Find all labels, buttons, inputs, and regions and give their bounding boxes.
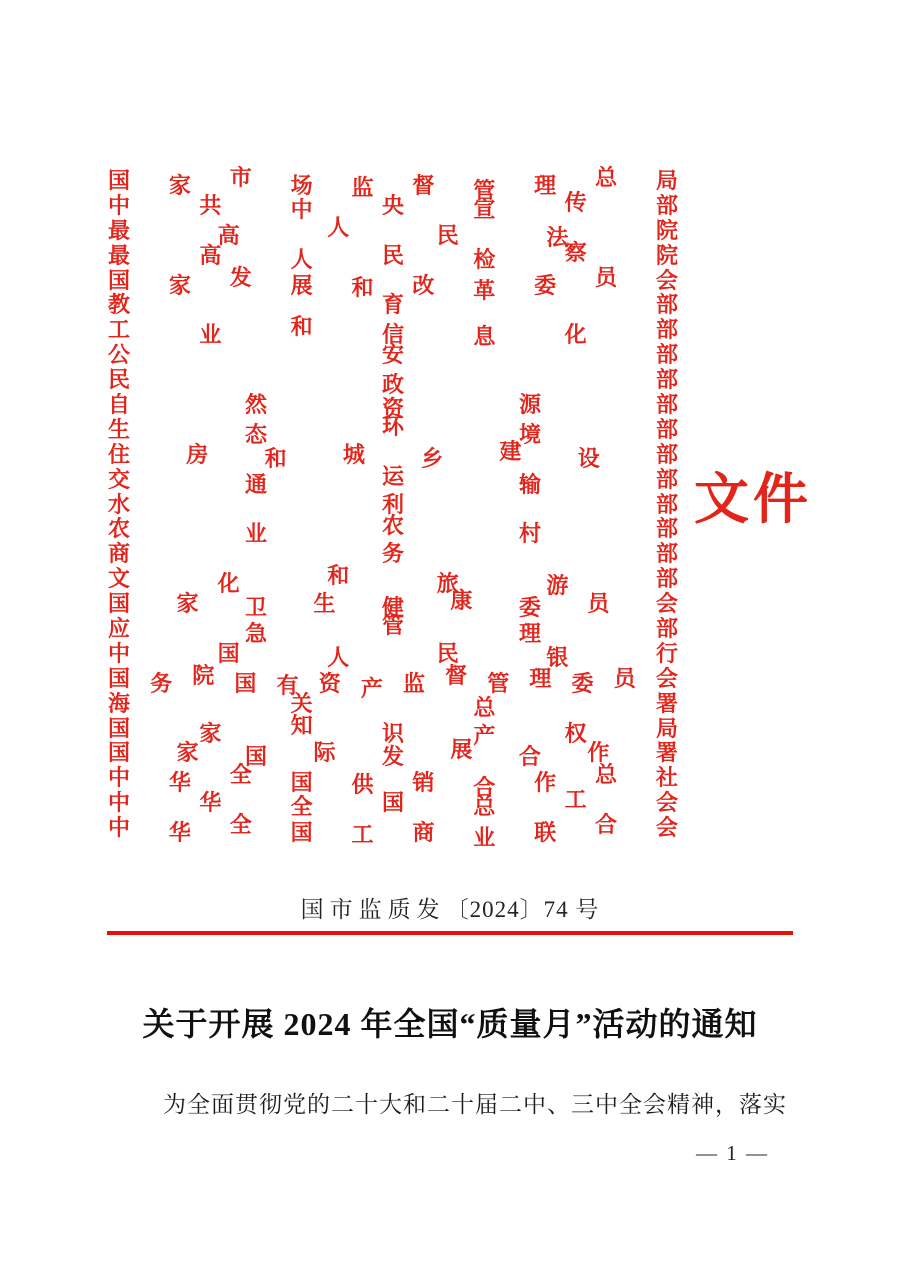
agency-char: 国 xyxy=(290,820,313,846)
agency-char: 和 xyxy=(264,445,287,471)
agency-char: 署 xyxy=(655,690,678,716)
agency-row xyxy=(108,563,678,599)
agency-char: 法 xyxy=(546,224,569,250)
agency-char: 部 xyxy=(655,466,678,492)
agency-char: 输 xyxy=(518,471,541,497)
agency-row xyxy=(108,712,678,748)
agency-char: 游 xyxy=(546,573,569,599)
agency-char: 通 xyxy=(244,471,267,497)
agency-char: 部 xyxy=(655,566,678,592)
agency-char: 民 xyxy=(381,242,404,268)
agency-char: 发 xyxy=(381,744,404,770)
agency-char: 部 xyxy=(655,292,678,318)
agency-char: 教 xyxy=(108,292,131,318)
agency-char: 中 xyxy=(108,640,131,666)
red-divider-line xyxy=(107,931,793,935)
agency-char: 关 xyxy=(290,690,313,716)
agency-char: 局 xyxy=(655,168,678,193)
agency-char: 部 xyxy=(655,367,678,393)
agency-char: 监 xyxy=(351,175,374,200)
agency-char: 中 xyxy=(290,196,313,222)
agency-char: 委 xyxy=(534,272,557,298)
agency-char: 有 xyxy=(276,672,299,698)
agency-char: 权 xyxy=(564,720,587,746)
agency-char: 理 xyxy=(529,665,552,691)
agency-char: 化 xyxy=(564,322,587,348)
agency-char: 部 xyxy=(655,416,678,442)
agency-char: 会 xyxy=(655,267,678,293)
agency-char: 全 xyxy=(229,812,252,838)
agency-row xyxy=(108,239,678,272)
agency-char: 急 xyxy=(244,621,267,647)
agency-char: 家 xyxy=(176,740,199,766)
agency-char: 农 xyxy=(381,513,404,539)
agency-char: 城 xyxy=(342,441,365,467)
agency-char: 业 xyxy=(199,322,222,348)
agency-char: 识 xyxy=(381,720,404,746)
agency-char: 会 xyxy=(655,665,678,691)
agency-char: 交 xyxy=(108,466,131,492)
agency-char: 国 xyxy=(108,715,131,741)
agency-char: 共 xyxy=(199,192,222,218)
agency-char: 健 xyxy=(381,595,404,621)
agency-char: 育 xyxy=(381,292,404,318)
agency-char: 华 xyxy=(168,770,191,796)
agency-char: 海 xyxy=(108,690,131,716)
agency-char: 际 xyxy=(313,740,336,766)
agency-char: 总 xyxy=(473,694,496,720)
agency-char: 展 xyxy=(290,272,313,298)
agency-char: 生 xyxy=(108,416,131,442)
agency-char: 华 xyxy=(199,790,222,816)
agency-char: 高 xyxy=(217,222,240,248)
agency-row xyxy=(108,613,678,647)
agency-row xyxy=(108,294,678,319)
agency-row xyxy=(108,737,678,770)
agency-char: 会 xyxy=(655,815,678,841)
body-paragraph: 为全面贯彻党的二十大和二十届二中、三中全会精神，落实 xyxy=(163,1092,787,1117)
agency-char: 家 xyxy=(168,173,191,198)
agency-char: 华 xyxy=(168,820,191,846)
agency-char: 水 xyxy=(108,491,131,517)
agency-char: 社 xyxy=(655,765,678,791)
agency-char: 银 xyxy=(546,644,569,670)
agency-char: 改 xyxy=(412,272,435,298)
agency-char: 全 xyxy=(229,762,252,788)
agency-row xyxy=(108,662,678,701)
document-title: 关于开展 2024 年全国“质量月”活动的通知 xyxy=(142,1006,758,1042)
agency-char: 商 xyxy=(108,541,131,567)
agency-char: 合 xyxy=(473,775,496,801)
agency-char: 然 xyxy=(244,392,267,418)
agency-char: 政 xyxy=(381,372,404,398)
agency-char: 中 xyxy=(108,192,131,218)
agency-char: 利 xyxy=(381,491,404,517)
agency-char: 国 xyxy=(381,790,404,816)
agency-char: 产 xyxy=(473,722,496,748)
agency-char: 运 xyxy=(381,463,404,489)
agency-char: 业 xyxy=(244,521,267,547)
agency-char: 国 xyxy=(108,665,131,691)
agency-char: 委 xyxy=(571,670,594,696)
agency-char: 生 xyxy=(313,591,336,617)
agency-char: 商 xyxy=(412,820,435,846)
agency-char: 中 xyxy=(108,790,131,816)
agency-char: 民 xyxy=(436,222,459,248)
agency-row xyxy=(108,165,678,203)
agency-char: 行 xyxy=(655,640,678,666)
document-number-suffix: 〔2024〕74 号 xyxy=(445,897,600,922)
agency-char: 管 xyxy=(473,178,496,203)
agency-char: 督 xyxy=(412,173,435,198)
agency-char: 设 xyxy=(577,445,600,471)
document-number xyxy=(0,891,900,924)
agency-row xyxy=(108,787,678,820)
agency-char: 国 xyxy=(244,744,267,770)
agency-char: 理 xyxy=(518,621,541,647)
agency-char: 会 xyxy=(655,790,678,816)
agency-char: 部 xyxy=(655,616,678,642)
agency-char: 全 xyxy=(290,794,313,820)
agency-char: 康 xyxy=(450,588,473,614)
agency-char: 高 xyxy=(199,242,222,268)
agency-char: 部 xyxy=(655,392,678,418)
agency-char: 部 xyxy=(655,491,678,517)
agency-char: 宣 xyxy=(473,196,496,222)
agency-row xyxy=(108,543,678,568)
agency-char: 务 xyxy=(150,670,173,696)
agency-char: 察 xyxy=(564,239,587,265)
document-type-label: 文件 xyxy=(694,469,813,530)
agency-char: 院 xyxy=(192,662,215,688)
agency-char: 人 xyxy=(327,644,350,670)
agency-char: 资 xyxy=(381,396,404,422)
document-number-prefix: 国市监质发 xyxy=(300,897,446,922)
agency-char: 国 xyxy=(234,670,257,696)
agency-row xyxy=(108,189,678,222)
agency-char: 民 xyxy=(108,367,131,393)
agency-char: 工 xyxy=(351,822,374,848)
agency-char: 署 xyxy=(655,740,678,766)
issuing-agencies-block xyxy=(108,165,678,851)
agency-row xyxy=(108,367,678,398)
agency-char: 安 xyxy=(381,342,404,368)
agency-char: 环 xyxy=(381,413,404,439)
agency-char: 院 xyxy=(655,217,678,243)
agency-char: 理 xyxy=(534,173,557,198)
agency-char: 息 xyxy=(473,324,496,350)
agency-char: 市 xyxy=(229,165,252,190)
agency-char: 会 xyxy=(655,591,678,617)
agency-char: 国 xyxy=(108,591,131,617)
agency-char: 场 xyxy=(290,173,313,198)
agency-char: 合 xyxy=(518,744,541,770)
agency-char: 作 xyxy=(534,770,557,796)
agency-char: 员 xyxy=(595,264,618,290)
agency-char: 家 xyxy=(168,272,191,298)
agency-char: 态 xyxy=(244,421,267,447)
agency-char: 工 xyxy=(564,787,587,813)
agency-char: 局 xyxy=(655,715,678,741)
agency-char: 房 xyxy=(186,441,209,467)
agency-row xyxy=(108,264,678,303)
agency-char: 国 xyxy=(108,168,131,193)
agency-char: 国 xyxy=(217,640,240,666)
agency-row xyxy=(108,513,678,547)
agency-char: 人 xyxy=(327,214,350,240)
agency-char: 和 xyxy=(290,314,313,340)
agency-char: 总 xyxy=(595,165,618,190)
agency-char: 销 xyxy=(412,770,435,796)
agency-char: 央 xyxy=(381,192,404,218)
agency-char: 化 xyxy=(217,571,240,597)
agency-char: 委 xyxy=(518,595,541,621)
agency-char: 总 xyxy=(595,762,618,788)
agency-char: 资 xyxy=(318,670,341,696)
agency-char: 革 xyxy=(473,277,496,303)
agency-char: 乡 xyxy=(421,445,444,471)
agency-char: 知 xyxy=(290,712,313,738)
agency-row xyxy=(108,344,678,369)
agency-char: 务 xyxy=(381,541,404,567)
agency-char: 中 xyxy=(108,815,131,841)
agency-char: 部 xyxy=(655,342,678,368)
agency-char: 村 xyxy=(518,521,541,547)
agency-char: 应 xyxy=(108,616,131,642)
agency-row xyxy=(108,314,678,350)
agency-char: 部 xyxy=(655,541,678,567)
agency-char: 作 xyxy=(587,740,610,766)
agency-char: 农 xyxy=(108,516,131,542)
agency-char: 国 xyxy=(290,770,313,796)
agency-char: 部 xyxy=(655,192,678,218)
agency-row xyxy=(108,214,678,250)
agency-char: 境 xyxy=(518,421,541,447)
agency-char: 自 xyxy=(108,392,131,418)
agency-char: 信 xyxy=(381,322,404,348)
agency-char: 旅 xyxy=(436,571,459,597)
agency-char: 产 xyxy=(360,675,383,701)
agency-char: 总 xyxy=(473,794,496,820)
agency-char: 源 xyxy=(518,392,541,418)
agency-char: 督 xyxy=(445,662,468,688)
agency-row xyxy=(108,413,678,447)
agency-char: 联 xyxy=(534,820,557,846)
agency-char: 业 xyxy=(473,825,496,851)
agency-char: 员 xyxy=(613,665,636,691)
agency-char: 文 xyxy=(108,566,131,592)
agency-char: 员 xyxy=(587,591,610,617)
agency-char: 家 xyxy=(199,720,222,746)
agency-char: 最 xyxy=(108,242,131,268)
agency-char: 公 xyxy=(108,342,131,368)
agency-char: 供 xyxy=(351,772,374,798)
agency-char: 家 xyxy=(176,591,199,617)
agency-char: 部 xyxy=(655,516,678,542)
agency-char: 检 xyxy=(473,246,496,272)
agency-char: 人 xyxy=(290,246,313,272)
agency-char: 卫 xyxy=(244,595,267,621)
agency-char: 工 xyxy=(108,317,131,343)
agency-char: 监 xyxy=(402,670,425,696)
agency-char: 民 xyxy=(436,640,459,666)
agency-char: 最 xyxy=(108,217,131,243)
agency-char: 管 xyxy=(487,670,510,696)
agency-char: 合 xyxy=(595,812,618,838)
agency-char: 中 xyxy=(108,765,131,791)
agency-char: 展 xyxy=(450,737,473,763)
agency-char: 发 xyxy=(229,264,252,290)
agency-char: 国 xyxy=(108,740,131,766)
agency-char: 和 xyxy=(351,274,374,300)
agency-char: 住 xyxy=(108,441,131,467)
agency-char: 部 xyxy=(655,317,678,343)
page-number: — 1 — xyxy=(696,1141,769,1165)
agency-char: 建 xyxy=(499,438,522,464)
agency-char: 国 xyxy=(108,267,131,293)
agency-char: 传 xyxy=(564,189,587,215)
agency-char: 院 xyxy=(655,242,678,268)
agency-char: 管 xyxy=(381,613,404,639)
agency-char: 和 xyxy=(327,563,350,589)
agency-row xyxy=(108,812,678,851)
agency-char: 部 xyxy=(655,441,678,467)
